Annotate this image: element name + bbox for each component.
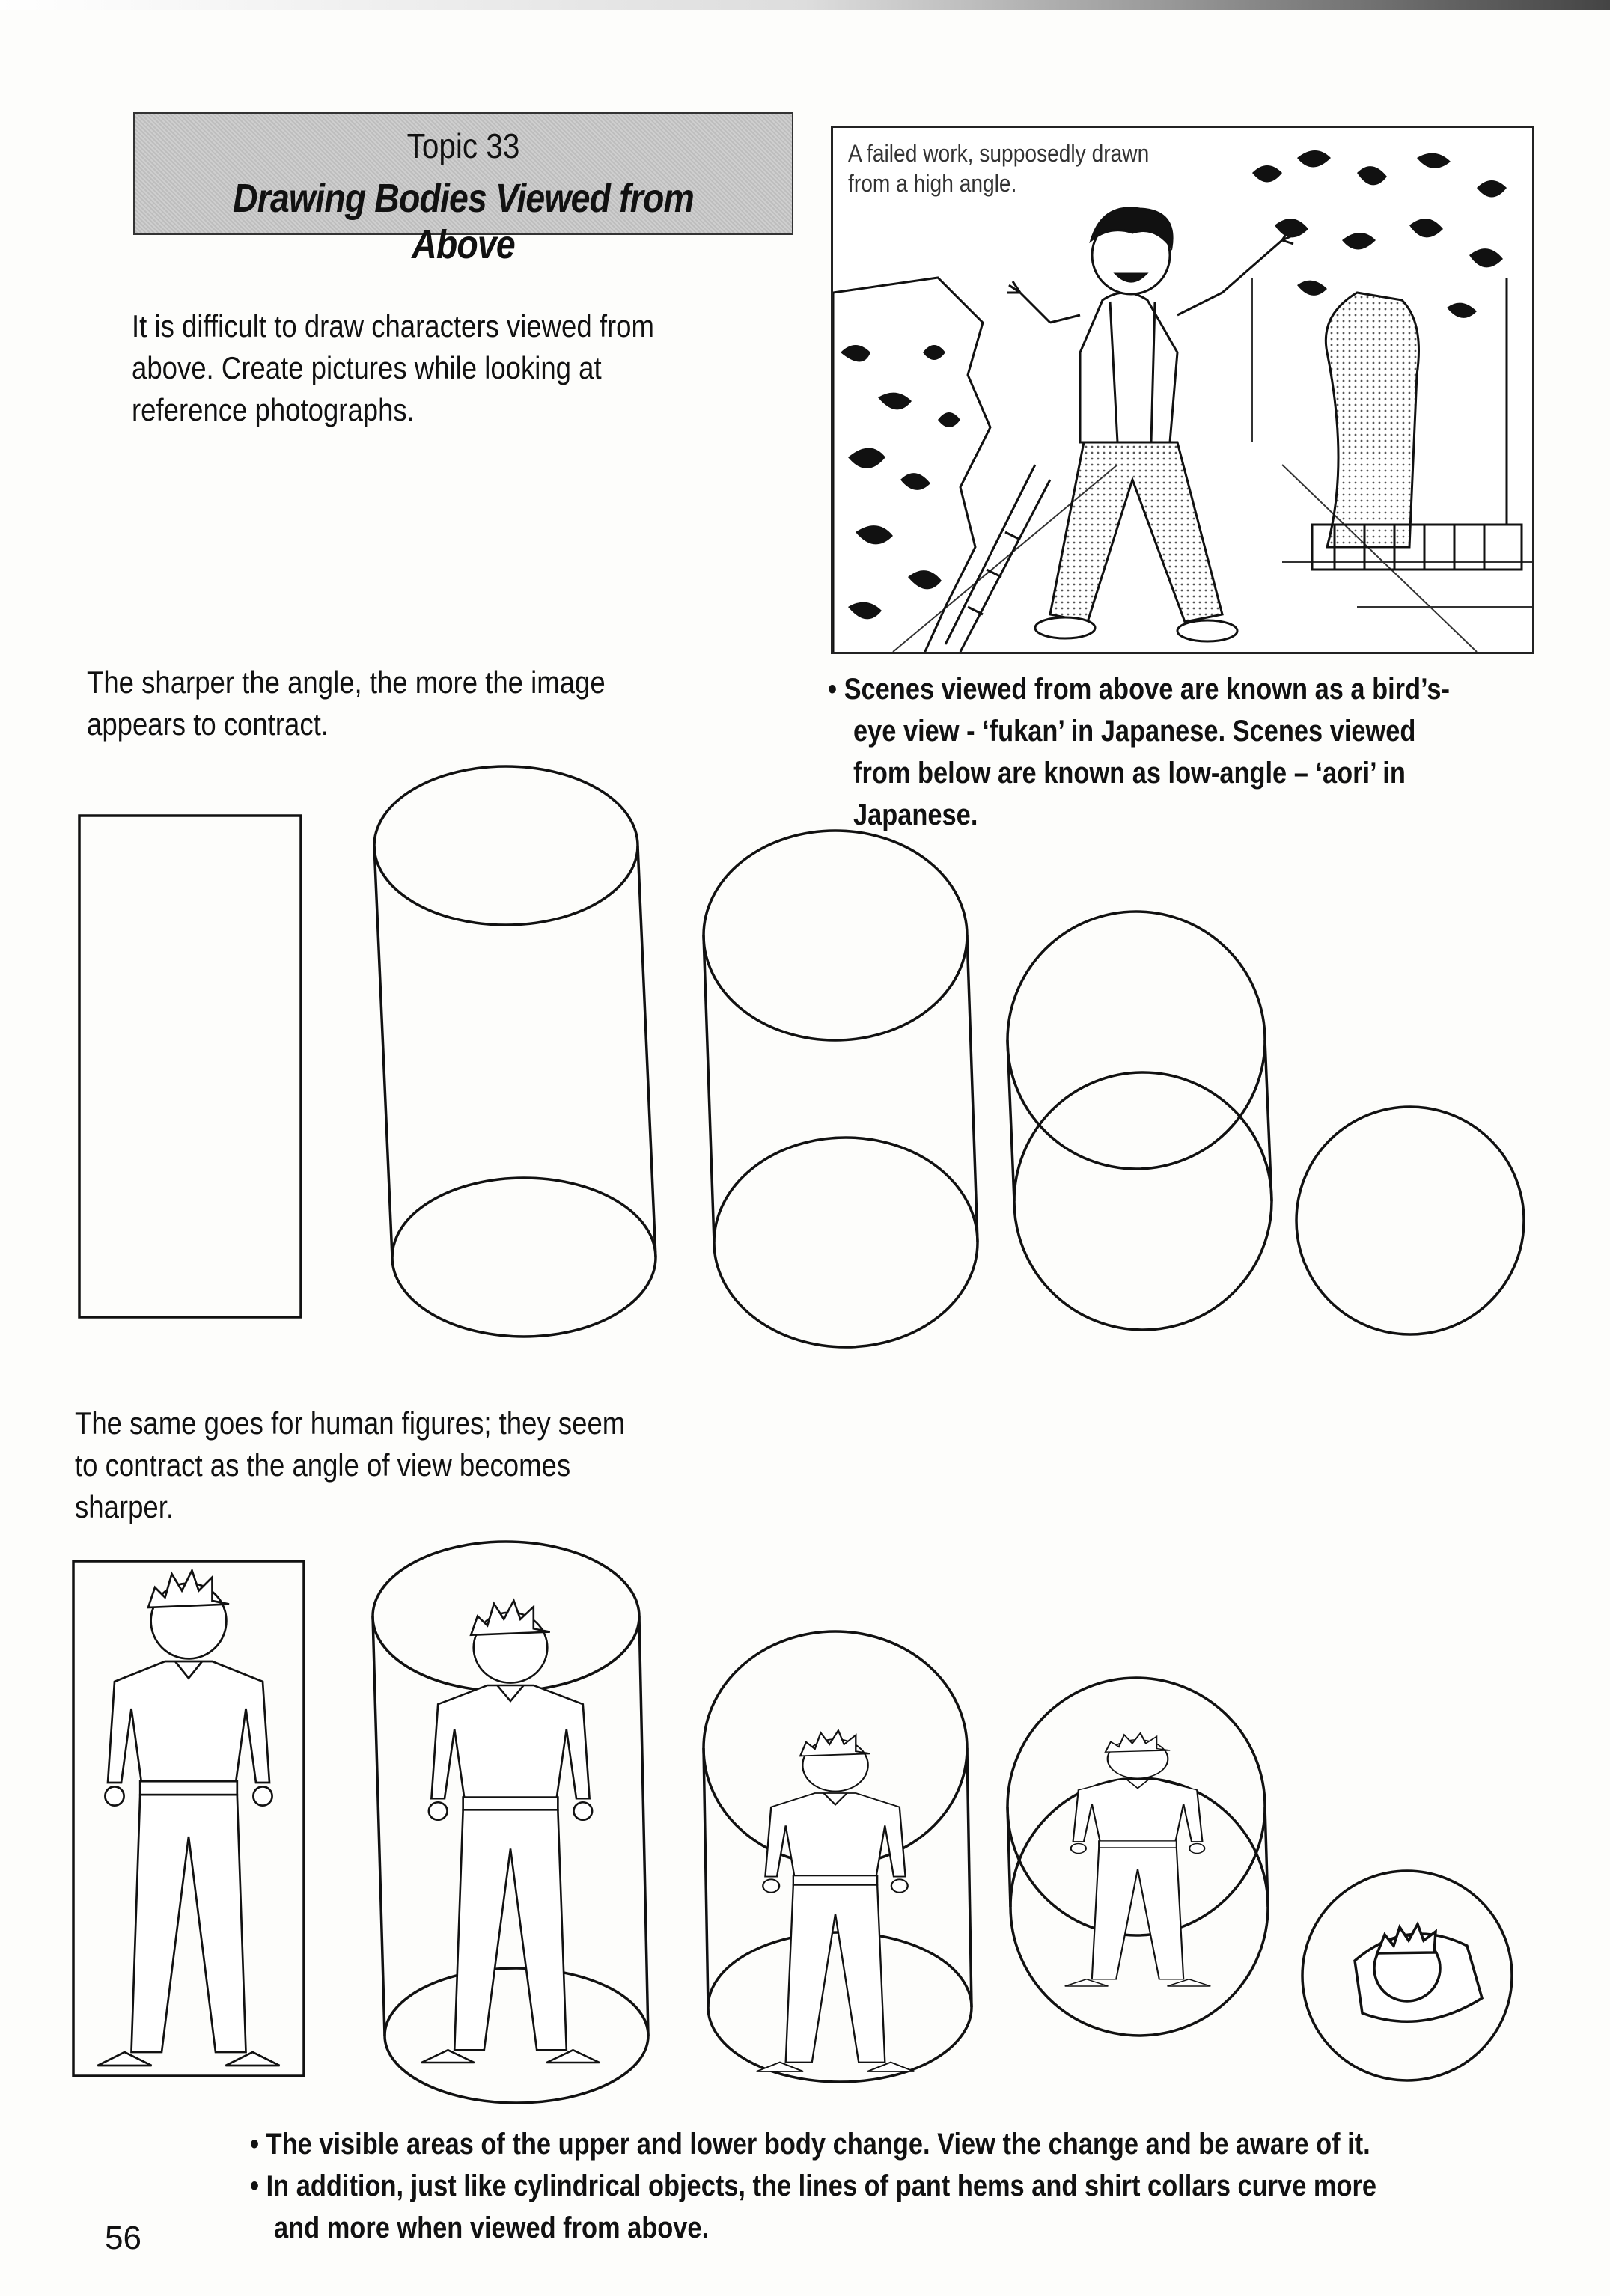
figure-front-view xyxy=(98,1571,280,2066)
comic-caption xyxy=(848,138,1149,198)
intro-line-3: reference photographs. xyxy=(132,392,415,427)
page-number: 56 xyxy=(105,2220,141,2256)
figure-slight-high-angle xyxy=(421,1601,600,2063)
note-line-3: and more when viewed from above. xyxy=(274,2211,710,2244)
figure-medium-high-angle xyxy=(757,1730,915,2071)
figure-cylinder-3 xyxy=(1007,1678,1268,2036)
birds-eye-note-line-2: eye view - ‘fukan’ in Japanese. Scenes viewed xyxy=(853,715,1416,748)
birds-eye-note-line-3: from below are known as low-angle – ‘aori’ in xyxy=(853,757,1406,790)
figure-steep-high-angle xyxy=(1065,1733,1210,1986)
figures-text-line-2: to contract as the angle of view becomes xyxy=(75,1447,571,1483)
figures-text-line-3: sharper. xyxy=(75,1489,174,1524)
note-line-2: • In addition, just like cylindrical objects, the lines of pant hems and shirt collars curve more xyxy=(250,2170,1376,2202)
topic-number: Topic 33 xyxy=(406,126,520,165)
angle-text-line-2: appears to contract. xyxy=(87,706,329,742)
angle-text-line-1: The sharper the angle, the more the image xyxy=(87,665,606,700)
birds-eye-note-line-1: • Scenes viewed from above are known as a bird’s- xyxy=(828,673,1450,706)
birds-eye-note-line-4: Japanese. xyxy=(853,799,978,831)
comic-caption-line-1: A failed work, supposedly drawn xyxy=(848,140,1150,167)
note-line-1: • The visible areas of the upper and lower body change. View the change and be aware of it. xyxy=(250,2128,1370,2161)
topic-title: Drawing Bodies Viewed from Above xyxy=(233,176,694,267)
comic-caption-line-2: from a high angle. xyxy=(848,170,1017,197)
figure-top-view xyxy=(1302,1871,1512,2080)
figure-cylinder-2 xyxy=(704,1631,972,2082)
figure-cylinder-1 xyxy=(373,1542,648,2103)
intro-line-1: It is difficult to draw characters viewed from xyxy=(132,308,654,344)
intro-line-2: above. Create pictures while looking at xyxy=(132,350,602,385)
figures-text-line-1: The same goes for human figures; they seem xyxy=(75,1405,626,1441)
